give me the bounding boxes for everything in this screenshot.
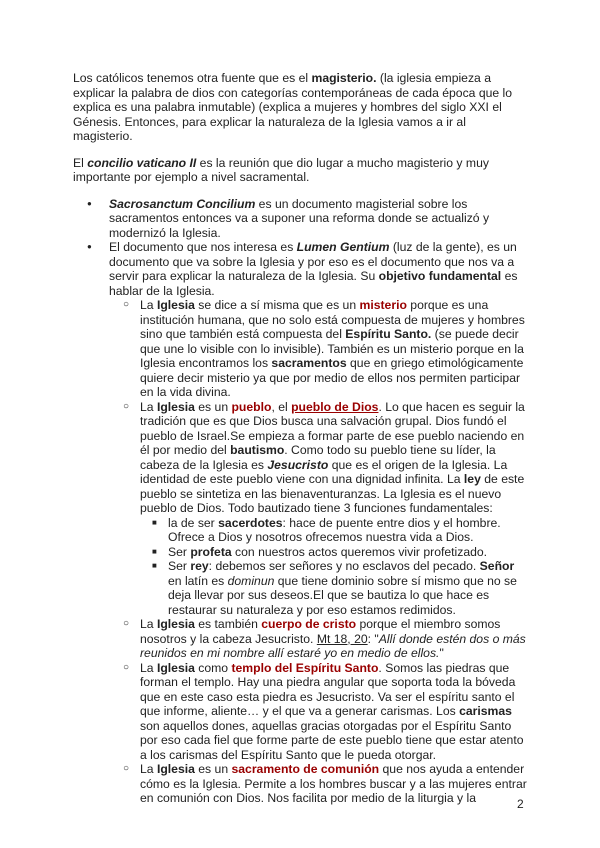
text: como [194,660,232,675]
text: que tiene dominio sobre sí mismo que no se deja llevar por sus deseos.El que se bautiza lo que hace es restaurar su naturaleza y por eso estamos redimidos. [168,573,517,617]
text: que es el origen de la Iglesia. La identidad de este pueblo viene con una dignidad infinita. La [140,457,508,486]
text: es la reunión que dio lugar a mucho magisterio y muy importante por ejemplo a nivel sacramental. [73,155,489,184]
sub-item-cuerpo-de-cristo [107,617,528,661]
bold-term: Iglesia [156,298,195,312]
bold-term: sacerdotes [218,515,283,530]
paragraph-magisterio [73,71,528,144]
text: La [140,399,157,414]
sub-sub-list [139,516,528,618]
bold-term: sacramentos [271,356,347,370]
text: es hablar de la Iglesia. [109,269,518,298]
paragraph-concilio [73,156,528,185]
text: que en griego etimológicamente quiere decir misterio ya que por medio de ellos nos permiten participar en la vida divina. [140,356,524,399]
text: porque es una institución humana, que no solo está compuesta de mujeres y hombres sino que también está compuesta del [140,298,525,341]
highlight-term: cuerpo de cristo [261,617,357,631]
highlight-underlined-term: pueblo de Dios [291,399,379,414]
bold-term: objetivo fundamental [378,269,502,283]
text: . Como todo su pueblo tiene su líder, la cabeza de la Iglesia es [140,443,496,472]
highlight-term: templo del Espíritu Santo [231,660,379,675]
sub-item-templo [107,661,528,763]
text: (la iglesia empieza a explicar la palabra de dios con categorías contemporáneas de cada época que lo explica es una palabra inmutable) (explica a mujeres y hombres del siglo XXI el Génesis. Entonces, para explicar la naturaleza de la Iglesia vamos a ir al magisterio. [73,71,513,143]
bullet-sacrosanctum [73,197,528,241]
text: son aquellos dones, aquellas gracias otorgadas por el Espíritu Santo por eso cada fiel que forme parte de este pueblo tiene que estar atento a los carismas del Espíritu Santo que le pueda otorgar. [140,718,524,762]
bold-term: Iglesia [156,399,195,414]
highlight-term: misterio [359,298,407,312]
bible-reference-link[interactable]: Mt 18, 20 [316,631,368,646]
function-sacerdotes [139,516,528,545]
text: que nos ayuda a entender cómo es la Iglesia. Permite a los hombres buscar y a las mujeres entrar en comunión con Dios. Nos facilita por medio de la liturgia y la [140,762,527,805]
sub-item-pueblo [107,400,528,618]
bold-italic-term-concilio: concilio vaticano II [87,155,197,170]
text: El documento que nos interesa es [109,240,297,254]
bold-term-magisterio: magisterio. [311,71,377,85]
bold-term: Iglesia [156,762,195,776]
sub-item-sacramento [107,762,528,806]
text: la de ser [168,515,219,530]
bold-term: Espíritu Santo. [345,327,432,341]
text: Los católicos tenemos otra fuente que es el [73,71,312,85]
text: en latín es [168,573,228,588]
bold-term: bautismo [230,443,285,457]
bold-term: carismas [459,704,512,718]
text: es también [194,617,262,631]
text: La [140,660,157,675]
text: " [439,646,444,660]
bold-term: Señor [479,559,515,573]
italic-term: dominun [227,573,275,588]
text: (luz de la gente), es un documento que va sobre la Iglesia y por eso es el documento que nos va a servir para explicar la naturaleza de la Iglesia. Su [109,240,517,283]
text: de este pueblo se sintetiza en las bienaventuranzas. La Iglesia es el nuevo pueblo de Dios. Todo bautizado tiene 3 funciones fundamentales: [140,472,525,515]
bold-italic-term: Lumen Gentium [296,240,390,254]
function-profeta [139,545,528,560]
bullet-list [73,197,528,806]
bullet-lumen-gentium [73,240,528,806]
text: es un documento magisterial sobre los sacramentos entonces va a suponer una reforma donde se actualizó y modernizó la Iglesia. [109,196,490,240]
text: La [140,298,157,312]
bold-term: Iglesia [156,660,195,675]
text: Ser [168,544,191,559]
text: porque el miembro somos nosotros y la cabeza Jesucristo. [140,617,501,646]
bold-italic-term: Jesucristo [267,457,329,472]
text: El [73,155,88,170]
sub-list [107,298,528,806]
text: La [140,762,157,776]
bold-term: ley [463,472,481,486]
sub-item-misterio [107,298,528,400]
bold-term: profeta [190,544,232,559]
text: Ser [168,559,191,573]
text: es un [194,762,232,776]
text: es un [194,399,232,414]
bold-term: rey [190,559,209,573]
page-number: 2 [517,797,524,811]
text: . Lo que hacen es seguir la tradición que es que Dios busca una salvación grupal. Dios fundó el pueblo de Israel.Se empieza a formar parte de ese pueblo naciendo en él por medio del [140,399,525,457]
italic-quote: Allí donde estén dos o más reunidos en mi nombre allí estaré yo en medio de ellos. [140,631,526,660]
bold-italic-term: Sacrosanctum Concilium [109,196,256,211]
highlight-term: pueblo [231,399,272,414]
text: . Somos las piedras que forman el templo. Hay una piedra angular que soporta toda la bóveda que en este caso esta piedra es Jesucristo. Va ser el espíritu santo el que informe, aliente… y el que va a generar carismas. Los [140,660,516,718]
text: se dice a sí misma que es un [194,298,360,312]
highlight-term: sacramento de comunión [231,762,380,776]
text: con nuestros actos queremos vivir profetizado. [231,544,488,559]
text: : hace de puente entre dios y el hombre. Ofrece a Dios y nosotros ofrecemos nuestra vida a Dios. [168,515,501,544]
function-rey [139,559,528,617]
text: (se puede decir que une lo visible con lo invisible). También es un misterio porque en la Iglesia encontramos los [140,327,524,370]
page-content [73,71,528,806]
text: , el [271,399,292,414]
text: La [140,617,157,631]
text: : debemos ser señores y no esclavos del pecado. [208,559,480,573]
bold-term: Iglesia [156,617,195,631]
text: : " [367,631,379,646]
